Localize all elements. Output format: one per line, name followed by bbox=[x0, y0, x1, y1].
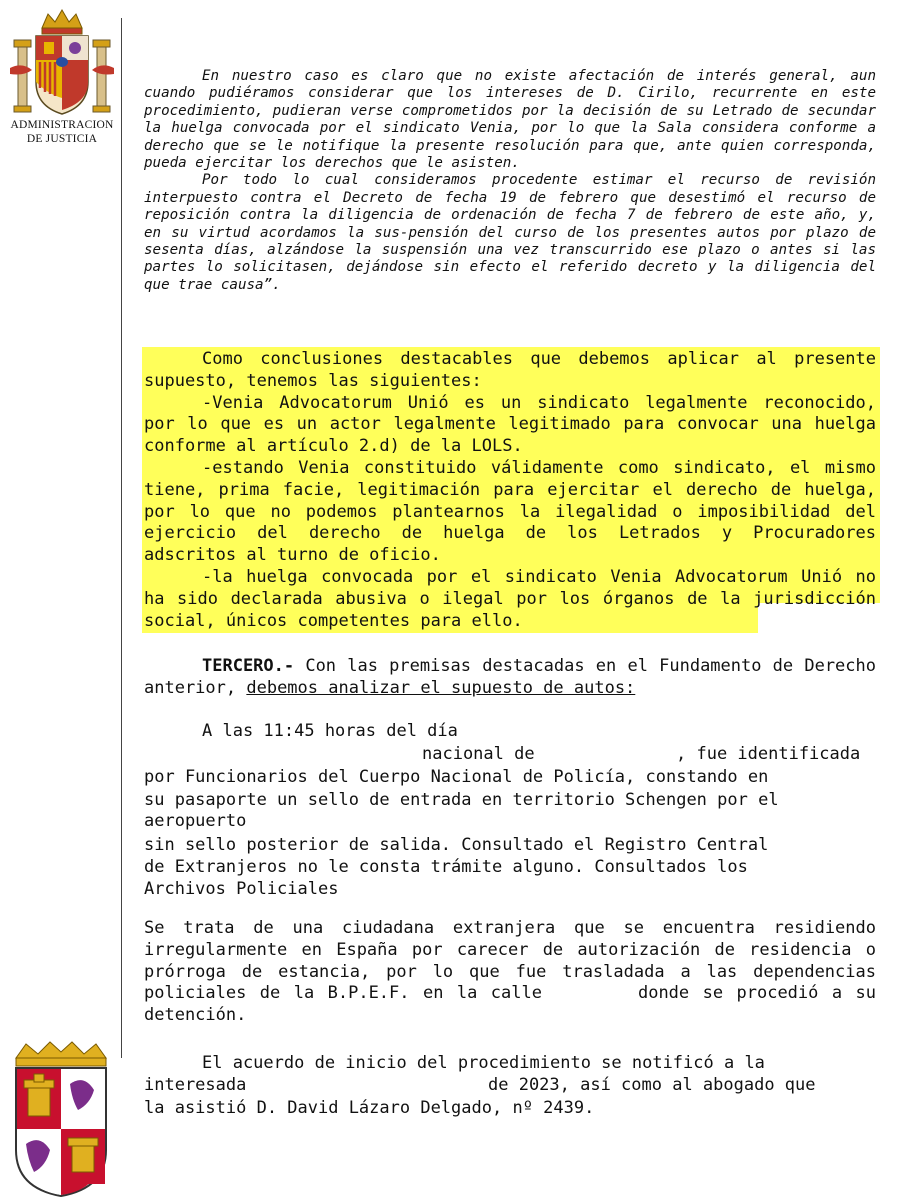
caption-line-1: ADMINISTRACION bbox=[10, 119, 114, 131]
notification-line-2a: interesada bbox=[144, 1075, 247, 1095]
conclusions-intro: Como conclusiones destacables que debemos aplicar al presente supuesto, tenemos las siguientes: bbox=[144, 349, 876, 391]
conclusions-section bbox=[144, 349, 876, 632]
situation-paragraph bbox=[144, 918, 876, 1027]
quote-paragraph-2: Por todo lo cual consideramos procedente estimar el recurso de revisión interpuesto contra el Decreto de fecha 19 de febrero que desestimó el recurso de reposición contra la diligencia de ordenación de fecha 7 de febrero de este año, y, en su virtud acordamos la sus-pensión del curso de los presentes autos por plazo de sesenta días, alzándose la suspensión una vez transcurrido ese plazo o antes si las partes lo solicitasen, dejándose sin efecto el referido decreto y la diligencia del que trae causa”. bbox=[144, 172, 876, 293]
facts-line-7: de Extranjeros no le consta trámite alguno. Consultados los bbox=[144, 857, 748, 877]
quote-paragraph-1: En nuestro caso es claro que no existe afectación de interés general, aun cuando pudiéramos considerar que los intereses de D. Cirilo, recurrente en este procedimiento, pudieran verse comprometidos por la decisión de su Letrado de secundar la huelga convocada por el sindicato Venia, por lo que la Sala considera conforme a derecho que se le notifique la presente resolución para que, ante quien corresponda, pueda ejercitar los derechos que le asisten. bbox=[144, 68, 876, 172]
tercero-text: Con las premisas destacadas en el Fundamento de Derecho anterior, bbox=[144, 656, 876, 698]
institution-caption bbox=[4, 118, 120, 146]
facts-line-5: aeropuerto bbox=[144, 811, 247, 831]
conclusion-item-3: -la huelga convocada por el sindicato Venia Advocatorum Unió no ha sido declarada abusiva o ilegal por los órganos de la jurisdicción social, únicos competentes para ello. bbox=[144, 566, 876, 631]
tercero-underlined-text: debemos analizar el supuesto de autos: bbox=[246, 677, 636, 698]
caption-line-2: DE JUSTICIA bbox=[26, 133, 98, 145]
tercero-paragraph bbox=[144, 656, 876, 700]
situation-section bbox=[144, 918, 876, 1027]
notification-line-1: El acuerdo de inicio del procedimiento se notificó a la bbox=[202, 1053, 765, 1073]
tercero-section bbox=[144, 656, 876, 700]
facts-line-2a: nacional de bbox=[422, 744, 535, 764]
tercero-heading: TERCERO.- bbox=[202, 656, 295, 676]
notification-line-2b: de 2023, así como al abogado que bbox=[488, 1075, 816, 1095]
coat-of-arms-spain-icon bbox=[8, 6, 116, 126]
notification-line-3: la asistió D. David Lázaro Delgado, nº 2439. bbox=[144, 1098, 595, 1118]
facts-line-3: por Funcionarios del Cuerpo Nacional de Policía, constando en bbox=[144, 767, 769, 787]
quoted-ruling bbox=[144, 68, 876, 294]
margin-rule bbox=[121, 18, 122, 1058]
coat-of-arms-castilla-leon-icon bbox=[4, 1040, 118, 1200]
situation-text-a: Se trata de una ciudadana extranjera que se encuentra residiendo irregularmente en España por carecer de autorización de residencia o prórroga de estancia, por lo que fue trasladada a las dependencias policiales de la B.P.E.F. en la calle bbox=[144, 918, 876, 1004]
facts-line-8: Archivos Policiales bbox=[144, 879, 339, 899]
conclusion-item-1: -Venia Advocatorum Unió es un sindicato legalmente reconocido, por lo que es un actor legalmente legitimado para convocar una huelga conforme al artículo 2.d) de la LOLS. bbox=[144, 392, 876, 457]
facts-line-1: A las 11:45 horas del día bbox=[202, 721, 458, 741]
situation-text-b: donde se procedió a su detención. bbox=[144, 983, 876, 1026]
conclusion-item-2: -estando Venia constituido válidamente como sindicato, el mismo tiene, prima facie, legitimación para ejercitar el derecho de huelga, por lo que no podemos plantearnos la ilegalidad o imposibilidad del ejercicio del derecho de huelga de los Letrados y Procuradores adscritos al turno de oficio. bbox=[144, 457, 876, 566]
facts-line-4: su pasaporte un sello de entrada en territorio Schengen por el bbox=[144, 790, 779, 810]
facts-line-6: sin sello posterior de salida. Consultado el Registro Central bbox=[144, 835, 769, 855]
facts-line-2b: , fue identificada bbox=[676, 744, 861, 764]
